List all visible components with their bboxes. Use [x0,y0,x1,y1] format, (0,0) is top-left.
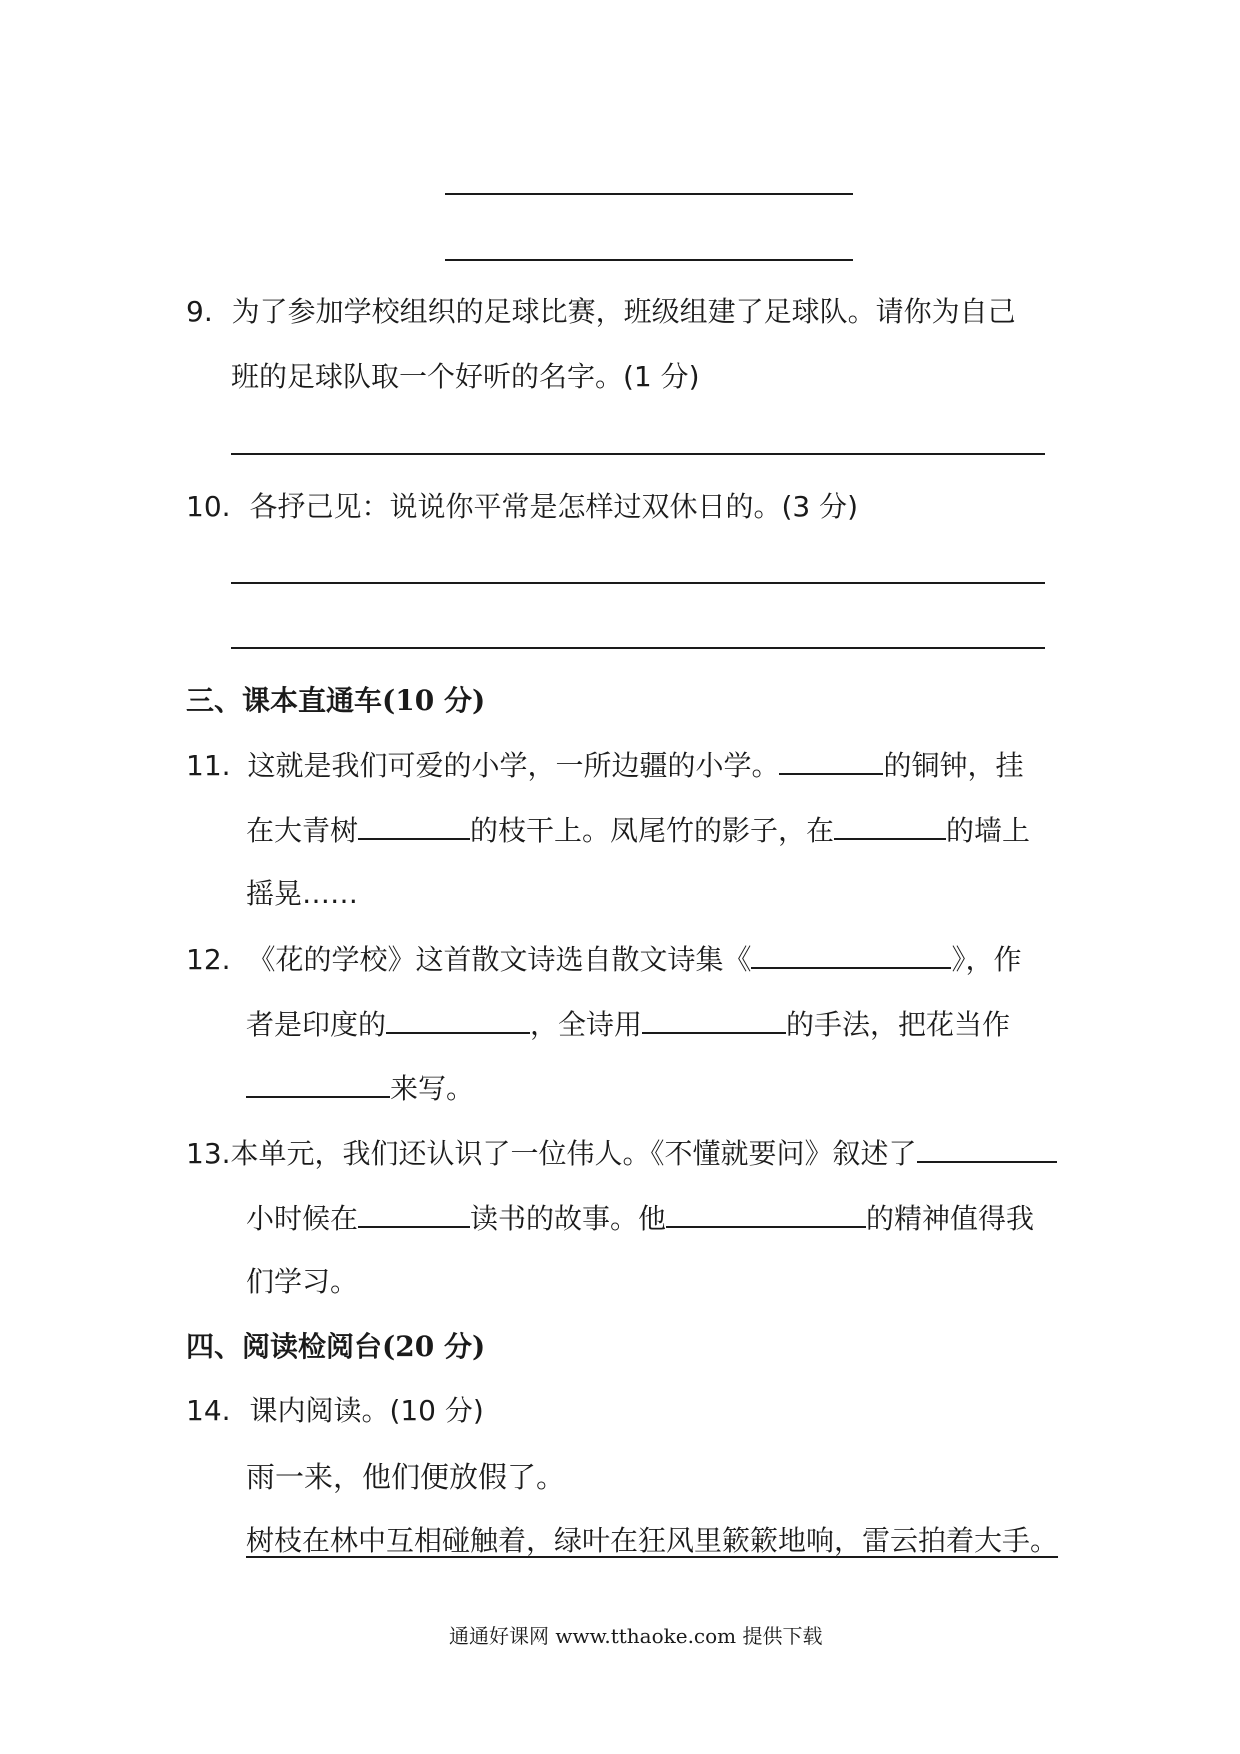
question-12 [186,939,1021,980]
question-9 [186,292,1016,332]
question-text: 的枝干上。凤尾竹的影子，在 [470,814,835,847]
fill-blank[interactable] [642,1004,786,1034]
question-text: 读书的故事。他 [470,1202,667,1235]
section-heading: 四、阅读检阅台(20 分) [186,1330,486,1363]
answer-line [231,453,1045,455]
question-11-line3: 摇晃…… [246,877,359,910]
answer-line [445,259,853,261]
question-13-line3: 们学习。 [246,1265,359,1298]
question-text: 小时候在 [246,1202,359,1235]
fill-blank[interactable] [751,939,951,969]
question-number: 13. [186,1137,231,1170]
answer-line [231,582,1045,584]
fill-blank[interactable] [917,1133,1057,1163]
question-9-line2: 班的足球队取一个好听的名字。(1 分) [231,360,700,393]
question-text: 的手法，把花当作 [786,1008,1011,1041]
fill-blank[interactable] [358,1198,470,1228]
question-text: 的墙上 [946,814,1031,847]
question-number: 14. [186,1394,231,1427]
question-text: 者是印度的 [246,1008,387,1041]
question-text: 的铜钟，挂 [883,749,1024,782]
question-text: 本单元，我们还认识了一位伟人。《不懂就要问》叙述了 [230,1137,917,1170]
footer-source: 通通好课网 www.tthaoke.com 提供下载 [449,1624,823,1648]
question-number: 12. [186,943,231,976]
question-10 [186,487,858,527]
fill-blank[interactable] [358,810,470,840]
question-text: ，全诗用 [530,1008,643,1041]
fill-blank[interactable] [386,1004,530,1034]
question-text: 这就是我们可爱的小学，一所边疆的小学。 [247,749,780,782]
question-number: 10. [186,490,231,523]
question-13-line2 [246,1198,1034,1239]
answer-line [231,647,1045,649]
section-heading: 三、课本直通车(10 分) [186,684,486,717]
fill-blank[interactable] [779,745,883,775]
question-text: 各抒己见：说说你平常是怎样过双休日的。(3 分) [249,490,859,523]
question-text: 》，作 [951,943,1022,976]
question-text: 来写。 [390,1072,475,1105]
question-number: 11. [186,749,231,782]
question-14 [186,1391,484,1431]
fill-blank[interactable] [666,1198,866,1228]
question-text: 课内阅读。(10 分) [249,1394,484,1427]
fill-blank[interactable] [246,1068,390,1098]
question-text: 在大青树 [246,814,359,847]
answer-line [445,193,853,195]
question-13 [186,1133,1057,1174]
question-12-line2 [246,1004,1010,1045]
reading-paragraph: 雨一来，他们便放假了。 [246,1460,566,1494]
fill-blank[interactable] [834,810,946,840]
question-text: 的精神值得我 [866,1202,1035,1235]
question-11 [186,745,1023,786]
reading-paragraph-underlined: 树枝在林中互相碰触着，绿叶在狂风里簌簌地响，雷云拍着大手。 [246,1524,1059,1557]
question-number: 9. [186,295,213,328]
question-text: 为了参加学校组织的足球比赛，班级组建了足球队。请你为自己 [231,295,1016,328]
question-12-line3 [246,1068,474,1109]
question-text: 《花的学校》这首散文诗选自散文诗集《 [247,943,752,976]
question-11-line2 [246,810,1030,851]
